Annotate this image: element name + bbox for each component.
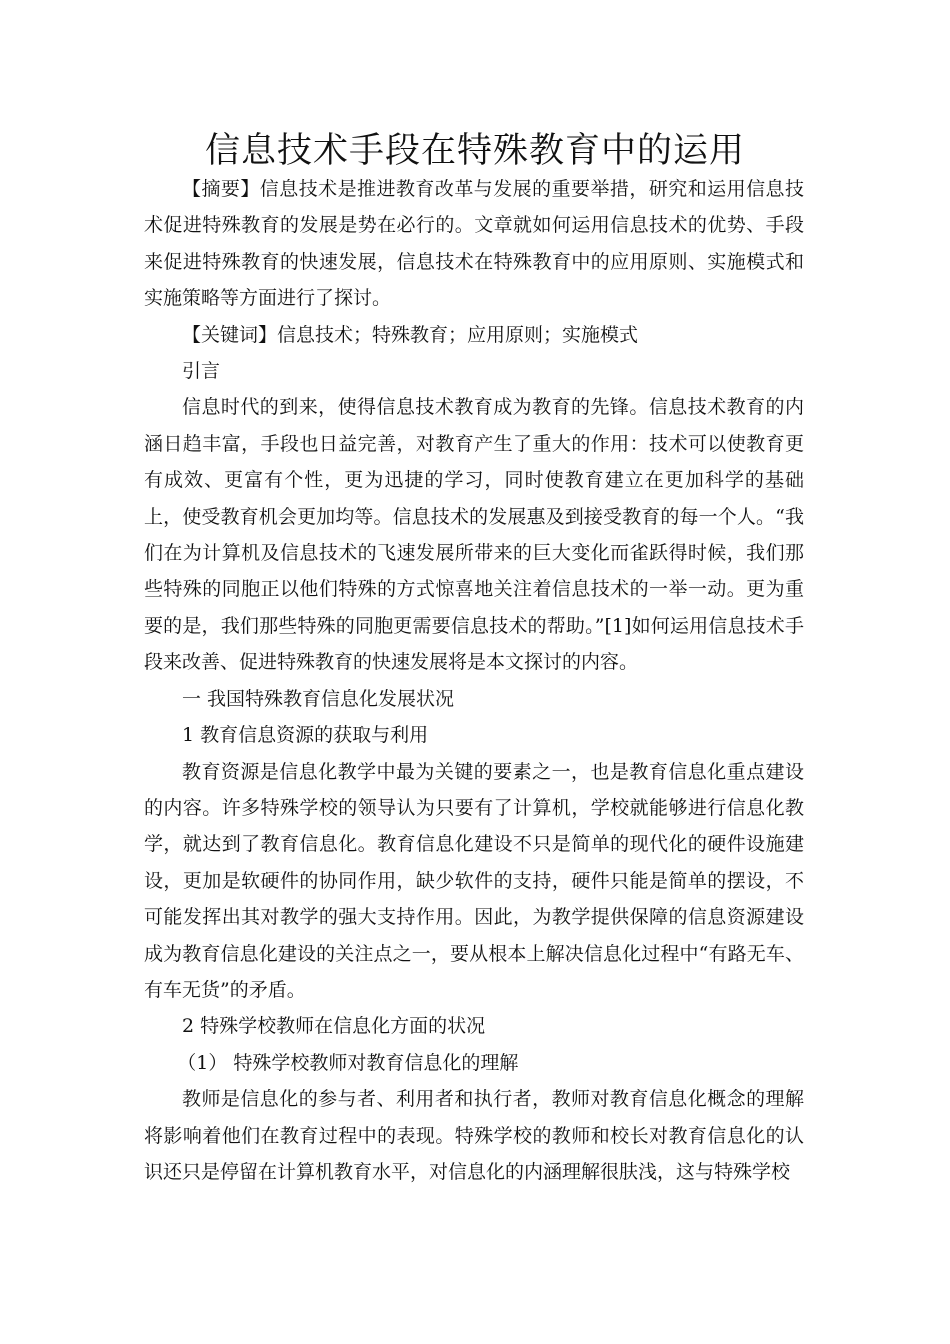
intro-paragraph: 信息时代的到来，使得信息技术教育成为教育的先锋。信息技术教育的内涵日趋丰富，手段也日益完善，对教育产生了重大的作用：技术可以使教育更有成效、更富有个性，更为迅捷的学习，同时使教育建立在更加科学的基础上，使受教育机会更加均等。信息技术的发展惠及到接受教育的每一个人。“我们在为计算机及信息技术的飞速发展所带来的巨大变化而雀跃得时候，我们那些特殊的同胞正以他们特殊的方式惊喜地关注着信息技术的一举一动。更为重要的是，我们那些特殊的同胞更需要信息技术的帮助。”[1]如何运用信息技术手段来改善、促进特殊教育的快速发展将是本文探讨的内容。 (144, 396, 804, 674)
section-1-heading: 一 我国特殊教育信息化发展状况 (182, 687, 455, 710)
document-body (144, 171, 804, 1190)
section-1-1-heading: 1 教育信息资源的获取与利用 (182, 724, 429, 747)
intro-heading: 引言 (182, 360, 221, 383)
section-1-2-heading: 2 特殊学校教师在信息化方面的状况 (182, 1015, 486, 1038)
section-1-2-1-heading: （1） 特殊学校教师对教育信息化的理解 (177, 1051, 519, 1074)
section-1-2-1-paragraph: 教师是信息化的参与者、利用者和执行者，教师对教育信息化概念的理解将影响着他们在教育过程中的表现。特殊学校的教师和校长对教育信息化的认识还只是停留在计算机教育水平，对信息化的内涵理解很肤浅，这与特殊学校 (144, 1088, 804, 1183)
keywords-line: 【关键词】信息技术；特殊教育；应用原则；实施模式 (182, 323, 639, 346)
document-title: 信息技术手段在特殊教育中的运用 (204, 131, 745, 171)
abstract-paragraph: 【摘要】信息技术是推进教育改革与发展的重要举措，研究和运用信息技术促进特殊教育的发展是势在必行的。文章就如何运用信息技术的优势、手段来促进特殊教育的快速发展，信息技术在特殊教育中的应用原则、实施模式和实施策略等方面进行了探讨。 (144, 178, 804, 310)
section-1-1-paragraph: 教育资源是信息化教学中最为关键的要素之一，也是教育信息化重点建设的内容。许多特殊学校的领导认为只要有了计算机，学校就能够进行信息化教学，就达到了教育信息化。教育信息化建设不只是简单的现代化的硬件设施建设，更加是软硬件的协同作用，缺少软件的支持，硬件只能是简单的摆设，不可能发挥出其对教学的强大支持作用。因此，为教学提供保障的信息资源建设成为教育信息化建设的关注点之一，要从根本上解决信息化过程中“有路无车、有车无货”的矛盾。 (144, 760, 804, 1001)
